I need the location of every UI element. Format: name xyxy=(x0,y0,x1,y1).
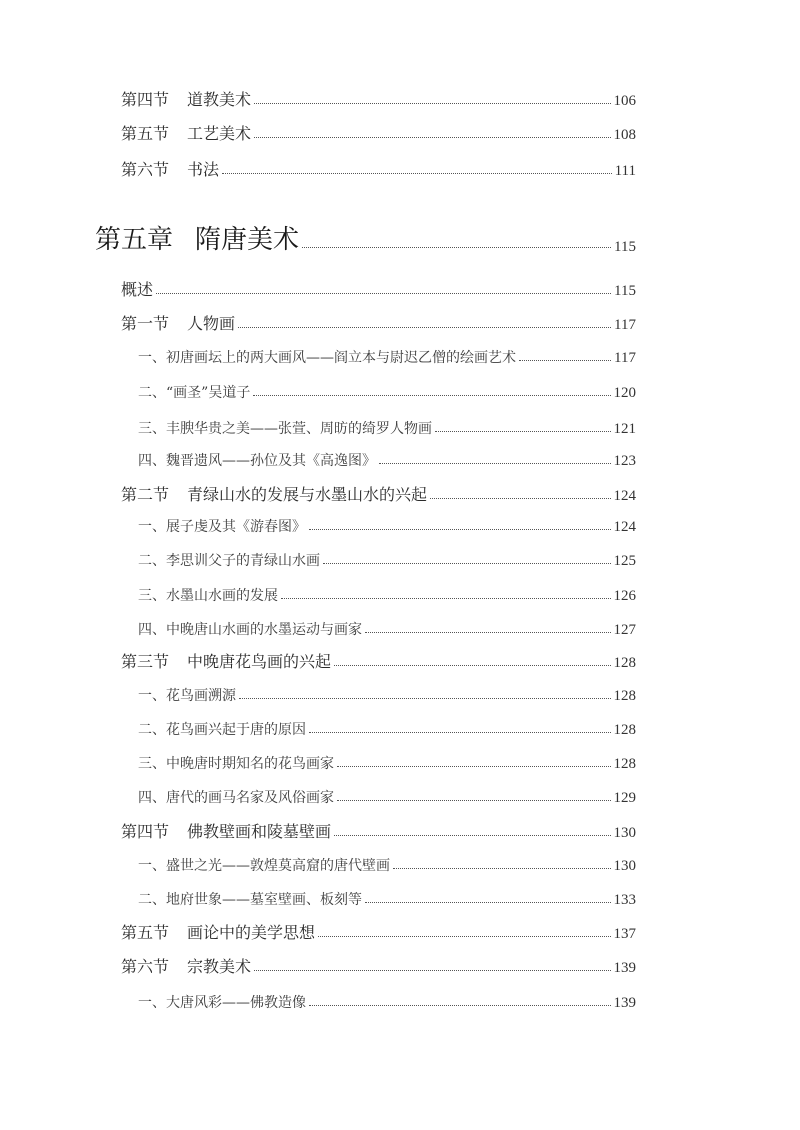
entry-title: 工艺美术 xyxy=(187,124,252,143)
toc-subsection xyxy=(138,378,636,402)
entry-label xyxy=(138,347,516,367)
entry-title: 书法 xyxy=(187,160,220,179)
page-number: 130 xyxy=(613,825,636,841)
entry-title: 一、大唐风彩——佛教造像 xyxy=(138,995,306,1011)
dot-leader xyxy=(519,360,611,361)
entry-title: 三、水墨山水画的发展 xyxy=(138,588,278,604)
toc-subsection xyxy=(138,414,636,438)
dot-leader xyxy=(430,498,610,499)
dot-leader xyxy=(253,395,610,396)
entry-label xyxy=(138,787,334,807)
entry-title: 隋唐美术 xyxy=(195,225,300,255)
toc-section xyxy=(121,648,636,672)
dot-leader xyxy=(302,247,611,248)
dot-leader xyxy=(222,173,612,174)
dot-leader xyxy=(365,632,611,633)
entry-label xyxy=(121,819,331,842)
entry-title: 二、花鸟画兴起于唐的原因 xyxy=(138,722,306,738)
entry-title: 三、中晚唐时期知名的花鸟画家 xyxy=(138,756,334,772)
dot-leader xyxy=(281,598,611,599)
toc-subsection xyxy=(138,715,636,739)
entry-label xyxy=(95,219,299,256)
entry-number: 第六节 xyxy=(121,957,170,976)
toc-section xyxy=(121,818,636,842)
dot-leader xyxy=(365,902,611,903)
dot-leader xyxy=(337,766,611,767)
toc-subsection xyxy=(138,681,636,705)
entry-label xyxy=(121,87,251,110)
entry-label xyxy=(138,450,376,470)
page-number: 115 xyxy=(614,239,636,255)
entry-title: 四、中晚唐山水画的水墨运动与画家 xyxy=(138,622,362,638)
toc-subsection xyxy=(138,581,636,605)
entry-title: 佛教壁画和陵墓壁画 xyxy=(187,822,332,841)
page-number: 133 xyxy=(613,892,636,908)
page-number: 129 xyxy=(613,790,636,806)
toc-subsection xyxy=(138,512,636,536)
entry-number: 第五节 xyxy=(121,923,170,942)
dot-leader xyxy=(309,1005,611,1006)
entry-title: 一、花鸟画溯源 xyxy=(138,688,236,704)
dot-leader xyxy=(238,327,611,328)
page-number: 108 xyxy=(613,127,636,143)
entry-title: 一、初唐画坛上的两大画风——阎立本与尉迟乙僧的绘画艺术 xyxy=(138,350,516,366)
entry-title: 三、丰腴华贵之美——张萱、周昉的绮罗人物画 xyxy=(138,421,432,437)
entry-label xyxy=(121,649,331,672)
entry-label xyxy=(138,753,334,773)
dot-leader xyxy=(435,431,611,432)
page-number: 128 xyxy=(613,655,636,671)
page-number: 130 xyxy=(613,858,636,874)
toc-subsection xyxy=(138,446,636,470)
page-number: 124 xyxy=(613,488,636,504)
toc-section xyxy=(121,310,636,334)
entry-label xyxy=(138,418,432,438)
page-number: 125 xyxy=(613,553,636,569)
entry-title: 二、地府世象——墓室壁画、板刻等 xyxy=(138,892,362,908)
page-number: 128 xyxy=(613,756,636,772)
dot-leader xyxy=(309,529,611,530)
entry-number: 第一节 xyxy=(121,314,170,333)
dot-leader xyxy=(318,936,610,937)
page-number: 124 xyxy=(613,519,636,535)
entry-label xyxy=(121,121,251,144)
page-number: 127 xyxy=(613,622,636,638)
page-number: 117 xyxy=(614,350,636,366)
entry-number: 第三节 xyxy=(121,652,170,671)
page-number: 111 xyxy=(614,163,636,179)
toc-section xyxy=(121,156,636,180)
entry-number: 第六节 xyxy=(121,160,170,179)
entry-label xyxy=(138,889,362,909)
entry-title: 道教美术 xyxy=(187,90,252,109)
page-number: 123 xyxy=(613,453,636,469)
entry-label xyxy=(121,920,315,943)
page-number: 137 xyxy=(613,926,636,942)
entry-label xyxy=(138,855,390,875)
entry-label xyxy=(138,619,362,639)
toc-subsection xyxy=(138,749,636,773)
toc-subsection xyxy=(138,783,636,807)
toc-subsection xyxy=(138,615,636,639)
dot-leader xyxy=(323,563,611,564)
toc-section xyxy=(121,276,636,300)
toc-subsection xyxy=(138,546,636,570)
toc-subsection xyxy=(138,885,636,909)
dot-leader xyxy=(254,103,610,104)
page-number: 128 xyxy=(613,688,636,704)
entry-title: 一、盛世之光——敦煌莫高窟的唐代壁画 xyxy=(138,858,390,874)
entry-title: 四、魏晋遗风——孙位及其《高逸图》 xyxy=(138,453,376,469)
page-number: 128 xyxy=(613,722,636,738)
toc-section xyxy=(121,86,636,110)
page-number: 126 xyxy=(613,588,636,604)
entry-title: 一、展子虔及其《游春图》 xyxy=(138,519,306,535)
page-number: 106 xyxy=(613,93,636,109)
toc-section xyxy=(121,919,636,943)
entry-title: 人物画 xyxy=(187,314,236,333)
dot-leader xyxy=(254,970,610,971)
dot-leader xyxy=(379,463,611,464)
entry-label xyxy=(138,585,278,605)
toc-section xyxy=(121,120,636,144)
entry-label xyxy=(138,550,320,570)
dot-leader xyxy=(393,868,611,869)
entry-number: 第二节 xyxy=(121,485,170,504)
entry-label xyxy=(138,685,236,705)
page-number: 139 xyxy=(613,995,636,1011)
entry-title: 画论中的美学思想 xyxy=(187,923,316,942)
entry-number: 第五章 xyxy=(95,225,174,255)
entry-title: 二、李思训父子的青绿山水画 xyxy=(138,553,320,569)
entry-label xyxy=(121,311,235,334)
entry-number: 第五节 xyxy=(121,124,170,143)
page-number: 120 xyxy=(613,385,636,401)
dot-leader xyxy=(309,732,611,733)
toc-subsection xyxy=(138,851,636,875)
dot-leader xyxy=(334,665,610,666)
entry-number: 第四节 xyxy=(121,90,170,109)
entry-title: 二、“画圣”吴道子 xyxy=(138,385,251,401)
dot-leader xyxy=(239,698,611,699)
entry-title: 青绿山水的发展与水墨山水的兴起 xyxy=(187,485,428,504)
page-number: 121 xyxy=(613,421,636,437)
entry-label xyxy=(121,482,427,505)
entry-number: 第四节 xyxy=(121,822,170,841)
toc-subsection xyxy=(138,988,636,1012)
entry-label xyxy=(121,157,219,180)
entry-label xyxy=(121,954,251,977)
entry-title: 概述 xyxy=(121,280,154,299)
dot-leader xyxy=(156,293,611,294)
dot-leader xyxy=(337,800,611,801)
page-number: 139 xyxy=(613,960,636,976)
entry-title: 宗教美术 xyxy=(187,957,252,976)
page-number: 115 xyxy=(614,283,636,299)
dot-leader xyxy=(254,137,610,138)
toc-section xyxy=(121,481,636,505)
entry-title: 四、唐代的画马名家及风俗画家 xyxy=(138,790,334,806)
entry-label xyxy=(138,992,306,1012)
entry-label xyxy=(121,277,153,300)
toc-subsection xyxy=(138,343,636,367)
toc-section xyxy=(121,953,636,977)
entry-title: 中晚唐花鸟画的兴起 xyxy=(187,652,332,671)
page-number: 117 xyxy=(614,317,636,333)
toc-chapter xyxy=(95,222,636,256)
entry-label xyxy=(138,382,250,402)
dot-leader xyxy=(334,835,610,836)
entry-label xyxy=(138,516,306,536)
entry-label xyxy=(138,719,306,739)
